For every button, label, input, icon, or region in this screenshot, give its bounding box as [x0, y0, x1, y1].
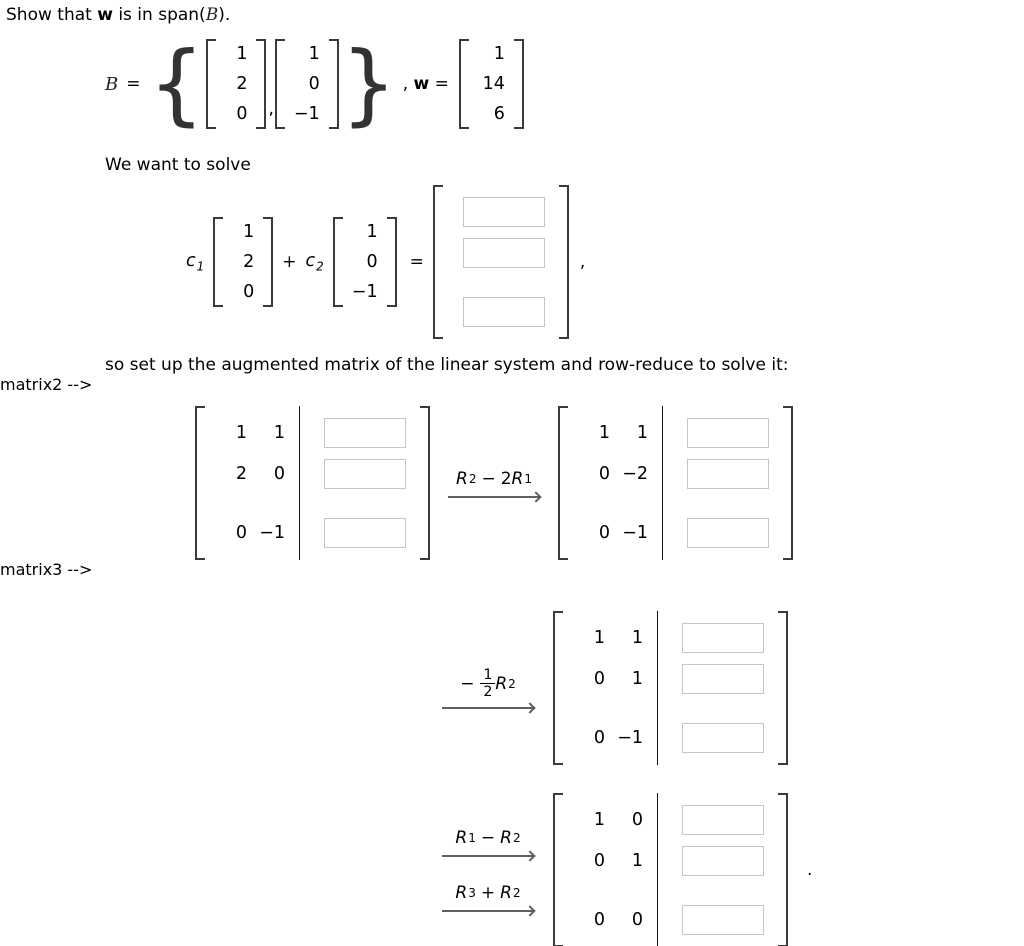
matrix-row — [575, 905, 643, 935]
matrix-entry: −1 — [622, 523, 648, 543]
row-operation-1 — [444, 469, 544, 498]
vector-entries — [469, 39, 514, 129]
matrix-entry: 0 — [236, 104, 248, 124]
r-subscript: 1 — [468, 831, 476, 845]
basis-definition — [105, 33, 1024, 135]
right-bracket-icon — [387, 217, 397, 307]
r-subscript: 2 — [468, 471, 477, 486]
matrix-entry: 1 — [273, 423, 285, 443]
answer-input[interactable] — [463, 238, 545, 268]
r-subscript: 2 — [508, 676, 516, 691]
right-bracket-icon — [256, 39, 266, 129]
matrix-entry: 1 — [593, 810, 605, 830]
answer-box-column — [300, 406, 420, 560]
equals-sign: = — [429, 74, 449, 94]
matrix-entry: 2 — [235, 464, 247, 484]
matrix-entry: 6 — [493, 104, 505, 124]
right-brace-icon: } — [340, 32, 397, 135]
matrix-entry: 0 — [593, 669, 605, 689]
matrix-entry: 1 — [308, 44, 320, 64]
r-letter: R — [455, 883, 468, 903]
right-bracket-icon — [783, 406, 793, 560]
answer-box-column — [663, 406, 783, 560]
left-bracket-icon — [558, 406, 568, 560]
answer-input[interactable] — [463, 297, 545, 327]
minus-sign: − — [481, 468, 496, 489]
row-operation-label — [455, 883, 520, 903]
vector-entries — [223, 217, 263, 307]
result-vector-matrix — [433, 185, 569, 339]
r-letter: R — [500, 883, 512, 903]
coefficient-columns — [568, 406, 648, 560]
matrix-entry: −1 — [617, 728, 643, 748]
left-brace-icon: { — [148, 32, 205, 135]
coefficient-columns — [563, 611, 643, 765]
row-operation-2 — [438, 667, 538, 709]
matrix-entry: 0 — [308, 74, 320, 94]
matrix-entry: 1 — [235, 423, 247, 443]
answer-box-column — [658, 793, 778, 946]
matrix-row — [580, 459, 648, 489]
matrix-entry: 0 — [243, 282, 255, 302]
c-letter: c — [305, 250, 316, 271]
matrix-row — [580, 418, 648, 448]
matrix-entry: −1 — [259, 523, 285, 543]
matrix-row — [217, 459, 285, 489]
matrix-entry: 1 — [236, 44, 248, 64]
matrix-entry: 2 — [243, 252, 255, 272]
matrix-row — [575, 805, 643, 835]
left-bracket-icon — [333, 217, 343, 307]
matrix-entry: 0 — [235, 523, 247, 543]
row-operation-4 — [438, 883, 538, 912]
basis-vector-1 — [206, 39, 266, 129]
w-symbol: w — [413, 74, 430, 94]
left-bracket-icon — [275, 39, 285, 129]
answer-input[interactable] — [682, 664, 764, 694]
period: . — [807, 860, 813, 880]
matrix-entry: 1 — [243, 222, 255, 242]
equals-sign: = — [409, 252, 424, 272]
answer-input[interactable] — [682, 846, 764, 876]
r-subscript: 1 — [524, 471, 532, 486]
c2-symbol — [306, 251, 324, 274]
set-b-symbol: B — [105, 73, 119, 95]
fraction-denominator: 2 — [483, 684, 493, 700]
r-letter: R — [456, 468, 468, 489]
answer-input[interactable] — [687, 518, 769, 548]
matrix-entry: 0 — [593, 728, 605, 748]
basis-vector-2 — [275, 39, 339, 129]
right-bracket-icon — [329, 39, 339, 129]
comma: , — [268, 99, 274, 119]
matrix-row — [575, 623, 643, 653]
row-operation-3 — [438, 828, 538, 857]
answer-input[interactable] — [682, 805, 764, 835]
coefficient: 2 — [500, 468, 512, 489]
r-letter: R — [500, 828, 512, 848]
right-bracket-icon — [778, 611, 788, 765]
matrix-entry: 1 — [598, 423, 610, 443]
r-subscript: 3 — [468, 886, 476, 900]
right-arrow-icon — [442, 910, 534, 912]
right-arrow-icon — [442, 855, 534, 857]
statement-text: ). — [218, 5, 231, 25]
augmented-matrix-4 — [553, 793, 788, 946]
answer-input[interactable] — [687, 459, 769, 489]
matrix-entry: 1 — [631, 628, 643, 648]
right-arrow-icon — [448, 496, 540, 498]
statement-text: is in span( — [112, 5, 206, 25]
equation-vector-2 — [333, 217, 397, 307]
left-bracket-icon — [433, 185, 443, 339]
fraction-numerator: 1 — [480, 667, 495, 684]
answer-input[interactable] — [682, 905, 764, 935]
augmented-matrix-1 — [195, 406, 430, 560]
row-operation-label — [460, 667, 516, 700]
matrix-row — [575, 723, 643, 753]
equals-sign: = — [126, 74, 141, 94]
vector-entries — [343, 217, 387, 307]
left-bracket-icon — [206, 39, 216, 129]
plus-sign: + — [282, 252, 297, 272]
answer-input[interactable] — [324, 418, 406, 448]
r-letter: R — [455, 828, 468, 848]
vector-entries — [216, 39, 256, 129]
set-b-symbol: B — [205, 5, 219, 25]
matrix-entry: 1 — [366, 222, 378, 242]
matrix-entry: 0 — [598, 464, 610, 484]
matrix-entry: 1 — [631, 851, 643, 871]
problem-statement — [6, 5, 1024, 25]
augmented-matrix-2 — [558, 406, 793, 560]
matrix-entry: 0 — [593, 910, 605, 930]
reduction-step-2 — [438, 611, 1024, 765]
answer-box-column — [658, 611, 778, 765]
matrix-entry: 0 — [366, 252, 378, 272]
reduction-step-1 — [195, 406, 1024, 560]
coefficient-columns — [205, 406, 285, 560]
matrix-entry: −1 — [351, 282, 378, 302]
answer-box-column — [443, 185, 559, 339]
matrix-row — [575, 846, 643, 876]
answer-input[interactable] — [682, 723, 764, 753]
c-letter: c — [186, 250, 196, 271]
matrix-entry: 0 — [631, 810, 643, 830]
right-bracket-icon — [778, 793, 788, 946]
row-operations-stack — [438, 828, 538, 912]
left-bracket-icon — [553, 793, 563, 946]
right-bracket-icon — [420, 406, 430, 560]
matrix-row — [580, 518, 648, 548]
answer-input[interactable] — [682, 623, 764, 653]
r-letter: R — [511, 468, 524, 489]
minus-sign: − — [460, 673, 475, 694]
equation-vector-1 — [213, 217, 273, 307]
minus-sign: − — [480, 828, 496, 848]
left-bracket-icon — [459, 39, 469, 129]
c1-symbol — [186, 251, 204, 274]
solve-intro-text: We want to solve — [105, 155, 251, 175]
matrix-entry: 0 — [631, 910, 643, 930]
right-bracket-icon — [514, 39, 524, 129]
matrix-entry: 0 — [598, 523, 610, 543]
solve-equation — [186, 185, 1024, 339]
answer-input[interactable] — [687, 418, 769, 448]
setup-instruction-text: so set up the augmented matrix of the linear system and row-reduce to solve it: — [105, 355, 789, 375]
problem-page: Show that w is in span(B). B = { 1 2 0 , 1 0 −1 } , w = 1 14 6 We want to solve $c_1$ 1 2 0 + $c_2$ 1 0 −1 = , so set up the augmented matrix of the linear system and row-reduce to solve it: matrix2 --> 1 1 2 0 0 −1 R 2 − 2 R 1 1 1 0 −2 0 −1 matrix3 --> − $\frac{1}{2}$ R 2 1 1 0 1 0 −1 R 1 − R 2 R 3 + R 2 1 0 0 1 0 0 . — [0, 0, 1024, 946]
matrix-entry: −2 — [622, 464, 648, 484]
statement-text: Show that — [6, 5, 98, 25]
comma: , — [579, 252, 586, 272]
matrix-entry: 0 — [593, 851, 605, 871]
c-subscript: 2 — [316, 259, 324, 274]
matrix-entry: 1 — [636, 423, 648, 443]
c-subscript: 1 — [196, 259, 205, 274]
matrix-row — [575, 664, 643, 694]
answer-input[interactable] — [324, 518, 406, 548]
matrix-entry: 2 — [236, 74, 248, 94]
augmented-matrix-3 — [553, 611, 788, 765]
vector-entries — [285, 39, 329, 129]
right-arrow-icon — [442, 707, 534, 709]
matrix-entry: −1 — [293, 104, 320, 124]
matrix-entry: 0 — [273, 464, 285, 484]
comma: , — [402, 74, 414, 94]
w-definition — [403, 74, 449, 94]
row-operation-label — [456, 469, 532, 489]
matrix-entry: 1 — [593, 628, 605, 648]
w-symbol: w — [97, 5, 113, 25]
left-bracket-icon — [195, 406, 205, 560]
r-subscript: 2 — [512, 831, 521, 845]
reduction-step-3 — [438, 793, 1024, 946]
answer-input[interactable] — [463, 197, 545, 227]
right-bracket-icon — [263, 217, 273, 307]
fraction — [480, 667, 495, 700]
matrix-entry: 1 — [493, 44, 505, 64]
answer-input[interactable] — [324, 459, 406, 489]
matrix-row — [217, 518, 285, 548]
matrix-entry: 14 — [482, 74, 505, 94]
left-bracket-icon — [553, 611, 563, 765]
row-operation-label — [455, 828, 520, 848]
r-letter: R — [495, 673, 508, 694]
coefficient-columns — [563, 793, 643, 946]
w-vector — [459, 39, 524, 129]
left-bracket-icon — [213, 217, 223, 307]
right-bracket-icon — [559, 185, 569, 339]
matrix-entry: 1 — [631, 669, 643, 689]
plus-sign: + — [480, 883, 496, 903]
matrix-row — [217, 418, 285, 448]
r-subscript: 2 — [512, 886, 521, 900]
